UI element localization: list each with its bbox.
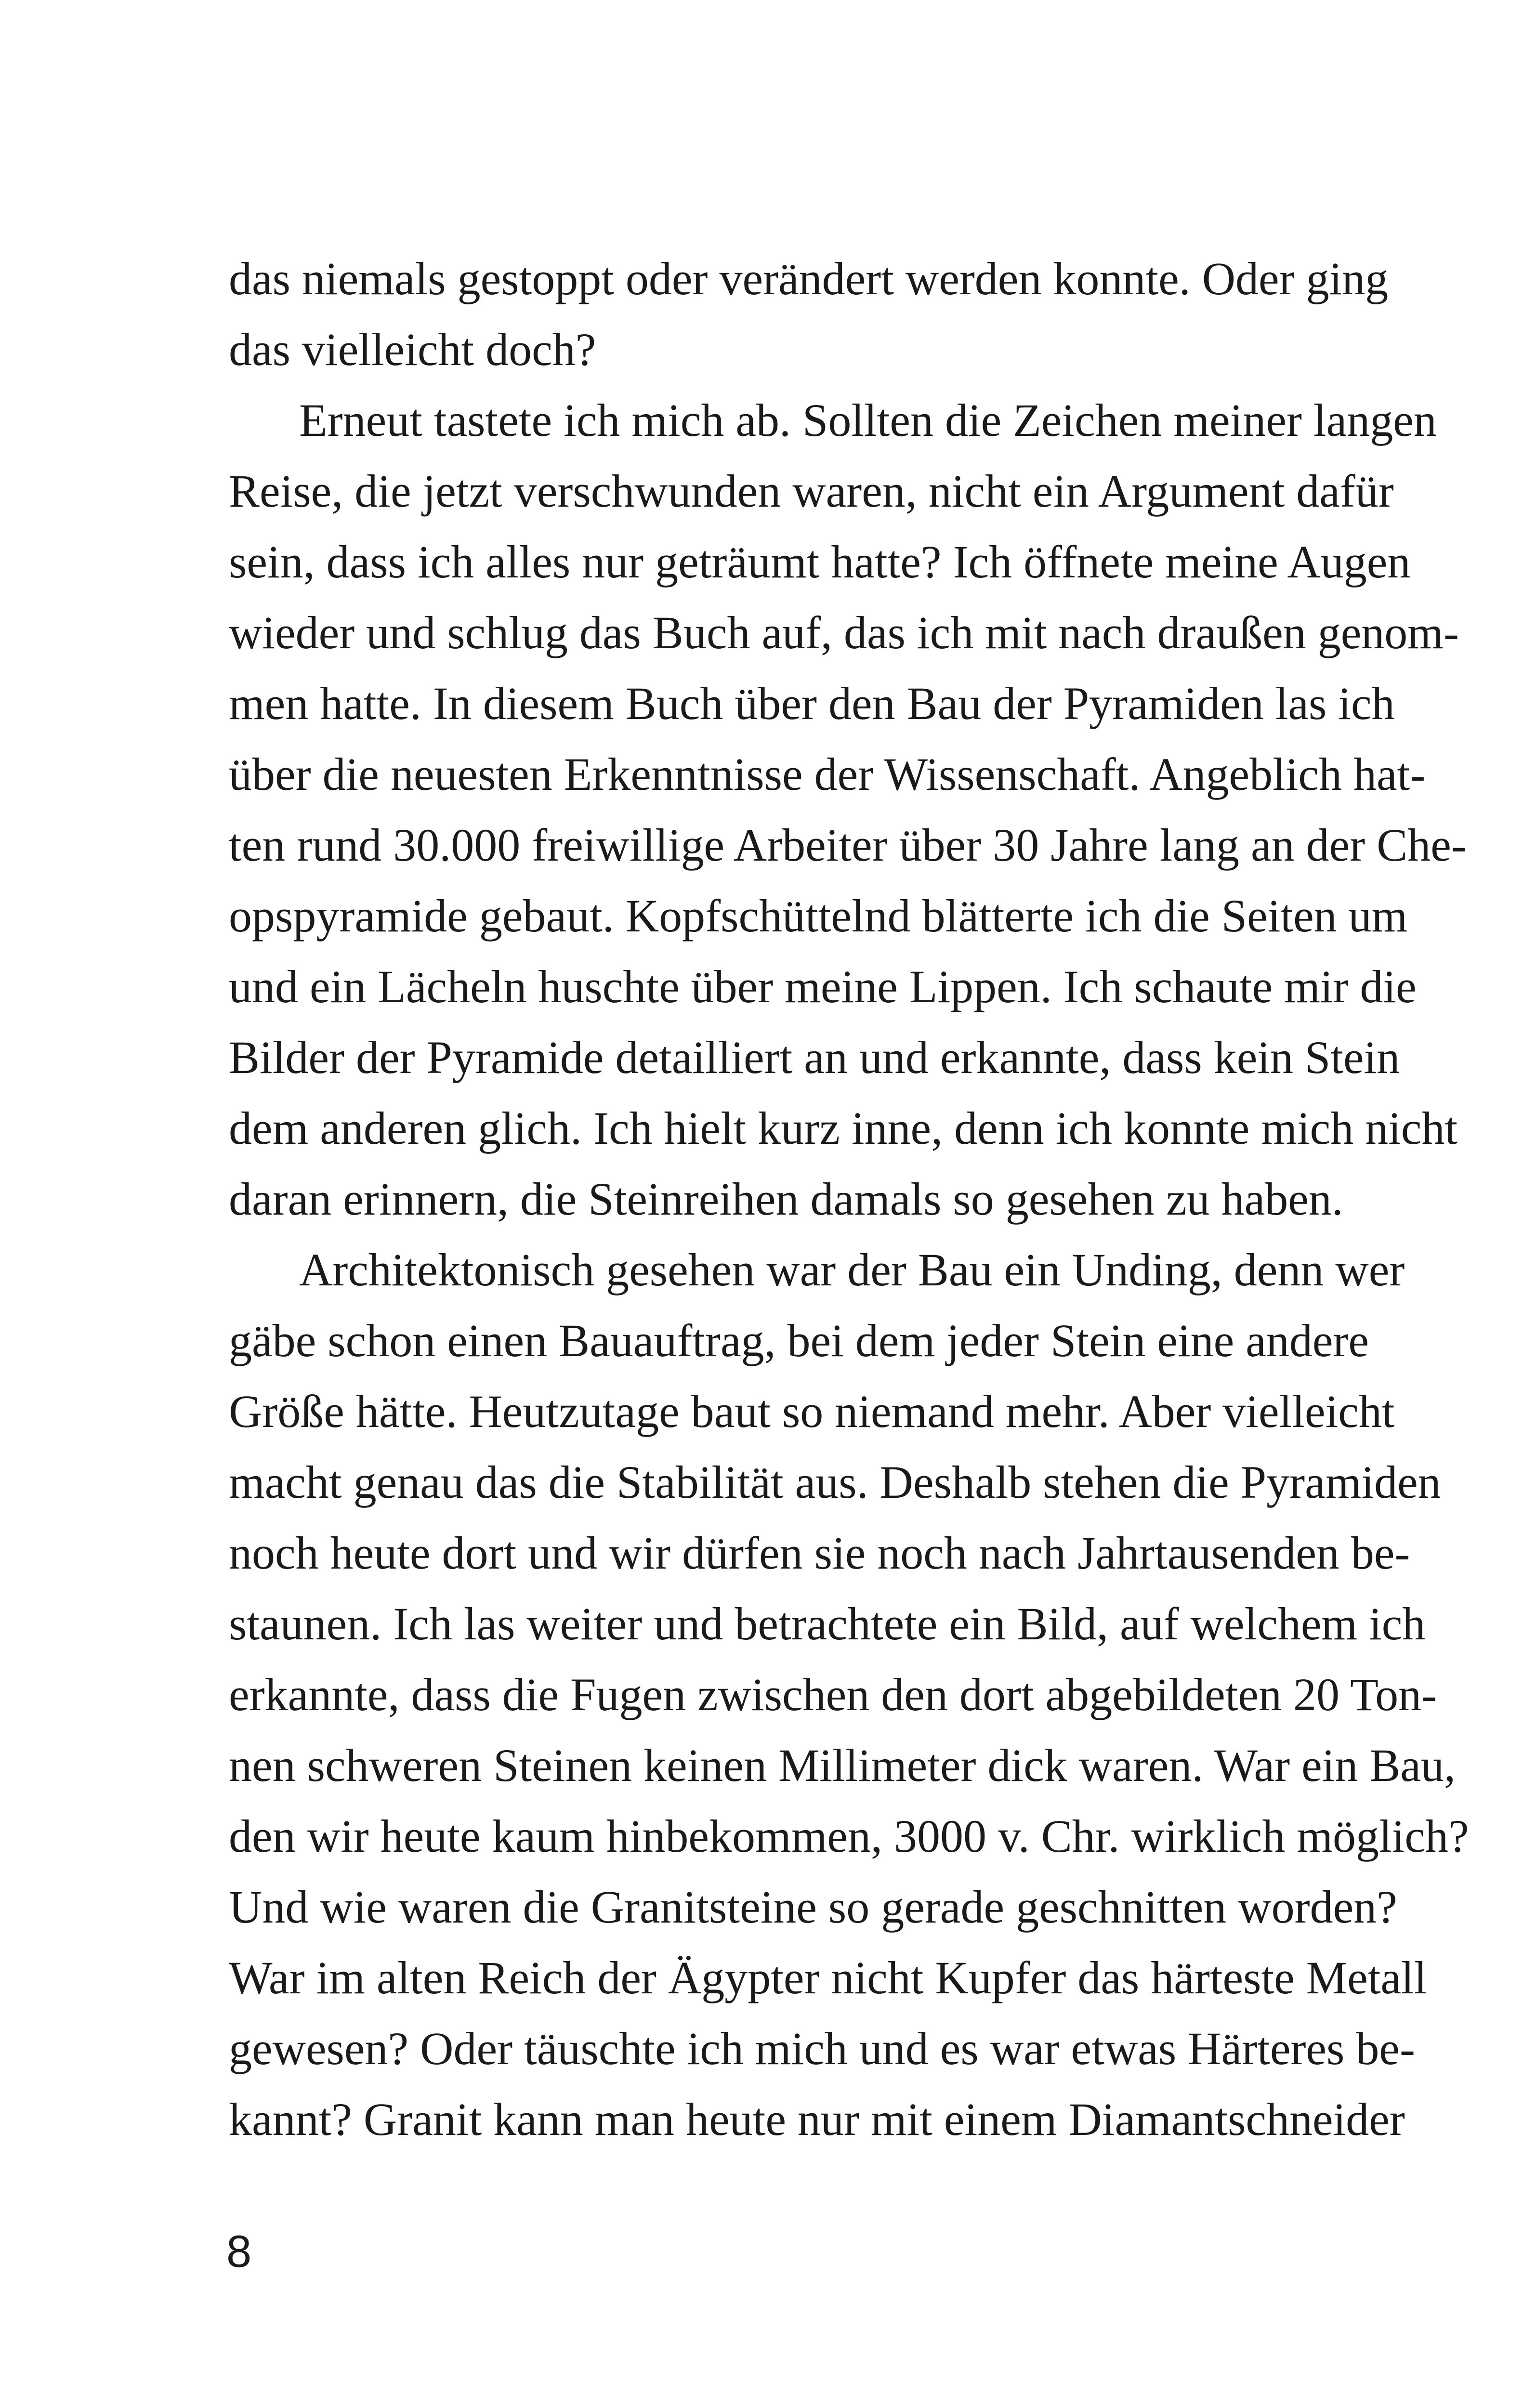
- text-line: Reise, die jetzt verschwunden waren, nicht ein Argument dafür: [229, 465, 1394, 517]
- text-line: gäbe schon einen Bauauftrag, bei dem jeder Stein eine andere: [229, 1315, 1369, 1366]
- text-line: wieder und schlug das Buch auf, das ich mit nach draußen genom-: [229, 607, 1459, 658]
- text-line: ten rund 30.000 freiwillige Arbeiter über 30 Jahre lang an der Che-: [229, 819, 1467, 871]
- text-line: den wir heute kaum hinbekommen, 3000 v. Chr. wirklich möglich?: [229, 1810, 1469, 1862]
- paragraph-2: [229, 385, 1467, 1234]
- text-line: Erneut tastete ich mich ab. Sollten die Zeichen meiner langen: [299, 394, 1437, 446]
- text-line: Und wie waren die Granitsteine so gerade geschnitten worden?: [229, 1881, 1397, 1933]
- text-line: und ein Lächeln huschte über meine Lippen. Ich schaute mir die: [229, 961, 1417, 1012]
- text-line: nen schweren Steinen keinen Millimeter dick waren. War ein Bau,: [229, 1740, 1456, 1791]
- text-line: War im alten Reich der Ägypter nicht Kupfer das härteste Metall: [229, 1952, 1427, 2003]
- text-line: das niemals gestoppt oder verändert werden konnte. Oder ging: [229, 253, 1389, 304]
- text-line: daran erinnern, die Steinreihen damals so gesehen zu haben.: [229, 1173, 1343, 1225]
- body-text: [229, 243, 1469, 2155]
- text-line: erkannte, dass die Fugen zwischen den dort abgebildeten 20 Ton-: [229, 1669, 1437, 1720]
- text-line: Größe hätte. Heutzutage baut so niemand mehr. Aber vielleicht: [229, 1386, 1395, 1437]
- text-line: macht genau das die Stabilität aus. Deshalb stehen die Pyramiden: [229, 1456, 1441, 1508]
- text-line: Bilder der Pyramide detailliert an und erkannte, dass kein Stein: [229, 1032, 1400, 1083]
- text-line: kannt? Granit kann man heute nur mit einem Diamantschneider: [229, 2094, 1405, 2145]
- text-line: opspyramide gebaut. Kopfschüttelnd blätterte ich die Seiten um: [229, 890, 1408, 942]
- text-line: Architektonisch gesehen war der Bau ein Unding, denn wer: [299, 1244, 1405, 1296]
- page-number: 8: [226, 2226, 252, 2277]
- text-line: das vielleicht doch?: [229, 324, 596, 375]
- text-line: men hatte. In diesem Buch über den Bau der Pyramiden las ich: [229, 678, 1395, 729]
- paragraph-1: [229, 243, 1389, 385]
- paragraph-3: [229, 1234, 1469, 2155]
- text-line: sein, dass ich alles nur geträumt hatte? Ich öffnete meine Augen: [229, 536, 1411, 588]
- text-line: staunen. Ich las weiter und betrachtete ein Bild, auf welchem ich: [229, 1598, 1426, 1649]
- text-line: über die neuesten Erkenntnisse der Wissenschaft. Angeblich hat-: [229, 748, 1426, 800]
- text-line: noch heute dort und wir dürfen sie noch nach Jahrtausenden be-: [229, 1527, 1410, 1579]
- text-line: gewesen? Oder täuschte ich mich und es war etwas Härteres be-: [229, 2023, 1415, 2074]
- text-line: dem anderen glich. Ich hielt kurz inne, denn ich konnte mich nicht: [229, 1102, 1458, 1154]
